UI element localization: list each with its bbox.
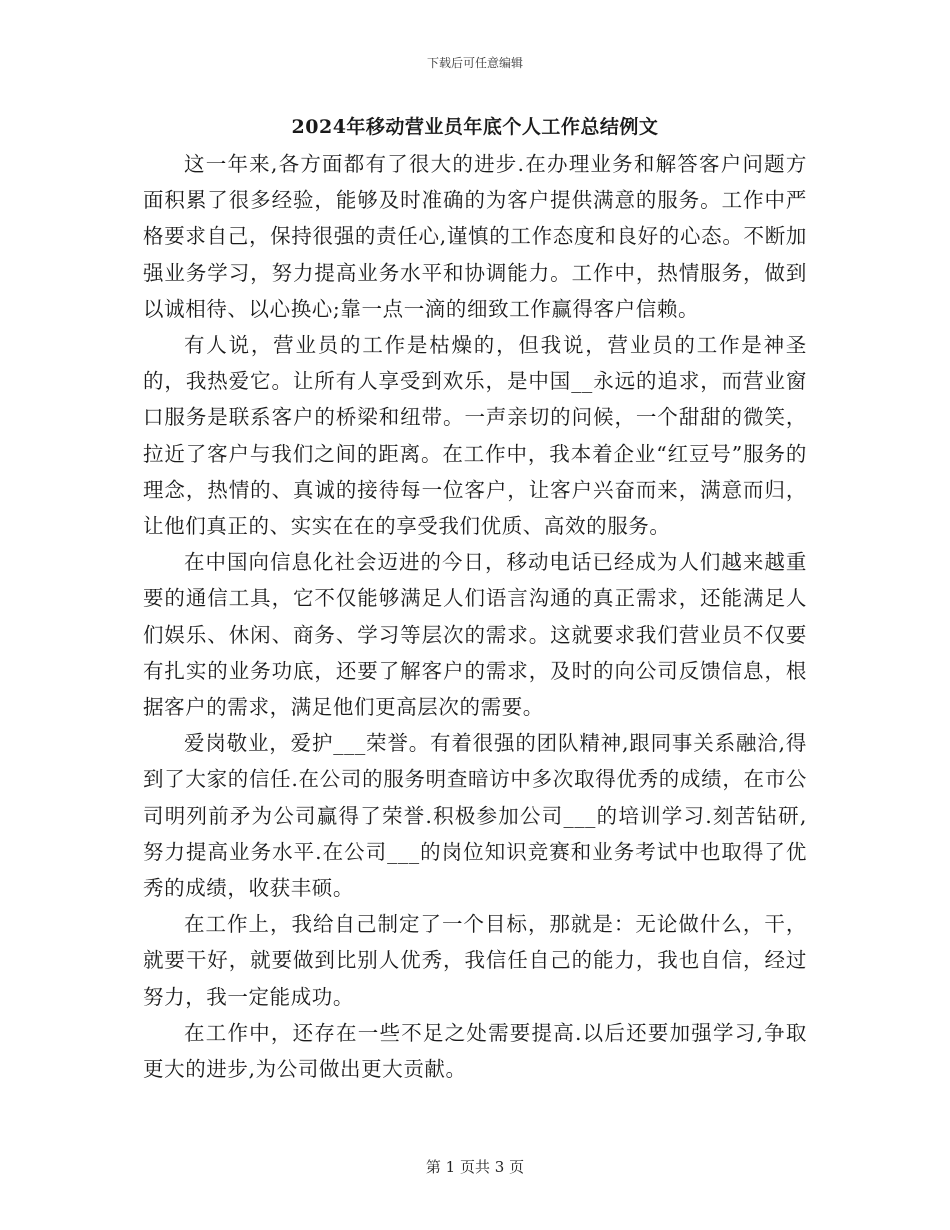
page-number: 第 1 页共 3 页 bbox=[425, 1158, 525, 1176]
paragraph-6: 在工作中，还存在一些不足之处需要提高.以后还要加强学习,争取更大的进步,为公司做出更大贡献。 bbox=[143, 1020, 807, 1082]
document-body bbox=[143, 146, 807, 1087]
paragraph-2: 有人说，营业员的工作是枯燥的，但我说，营业员的工作是神圣的，我热爱它。让所有人享受到欢乐，是中国__永远的追求，而营业窗口服务是联系客户的桥梁和纽带。一声亲切的问候，一个甜甜的微笑，拉近了客户与我们之间的距离。在工作中，我本着企业“红豆号”服务的理念，热情的、真诚的接待每一位客户，让客户兴奋而来，满意而归，让他们真正的、实实在在的享受我们优质、高效的服务。 bbox=[143, 333, 807, 539]
paragraph-3: 在中国向信息化社会迈进的今日，移动电话已经成为人们越来越重要的通信工具，它不仅能够满足人们语言沟通的真正需求，还能满足人们娱乐、休闲、商务、学习等层次的需求。这就要求我们营业员不仅要有扎实的业务功底，还要了解客户的需求，及时的向公司反馈信息，根据客户的需求，满足他们更高层次的需要。 bbox=[143, 550, 807, 720]
paragraph-4: 爱岗敬业，爱护___荣誉。有着很强的团队精神,跟同事关系融洽,得到了大家的信任.在公司的服务明查暗访中多次取得优秀的成绩，在市公司明列前矛为公司赢得了荣誉.积极参加公司___的培训学习.刻苦钻研,努力提高业务水平.在公司___的岗位知识竞赛和业务考试中也取得了优秀的成绩，收获丰硕。 bbox=[143, 731, 807, 901]
paragraph-1: 这一年来,各方面都有了很大的进步.在办理业务和解答客户问题方面积累了很多经验，能够及时准确的为客户提供满意的服务。工作中严格要求自己，保持很强的责任心,谨慎的工作态度和良好的心态。不断加强业务学习，努力提高业务水平和协调能力。工作中，热情服务，做到以诚相待、以心换心;靠一点一滴的细致工作赢得客户信赖。 bbox=[143, 152, 807, 321]
paragraph-5: 在工作上，我给自己制定了一个目标，那就是：无论做什么，干，就要干好，就要做到比别人优秀，我信任自己的能力，我也自信，经过努力，我一定能成功。 bbox=[143, 912, 807, 1009]
header-note: 下载后可任意编辑 bbox=[426, 56, 523, 70]
document-title: 2024年移动营业员年底个人工作总结例文 bbox=[291, 116, 659, 138]
